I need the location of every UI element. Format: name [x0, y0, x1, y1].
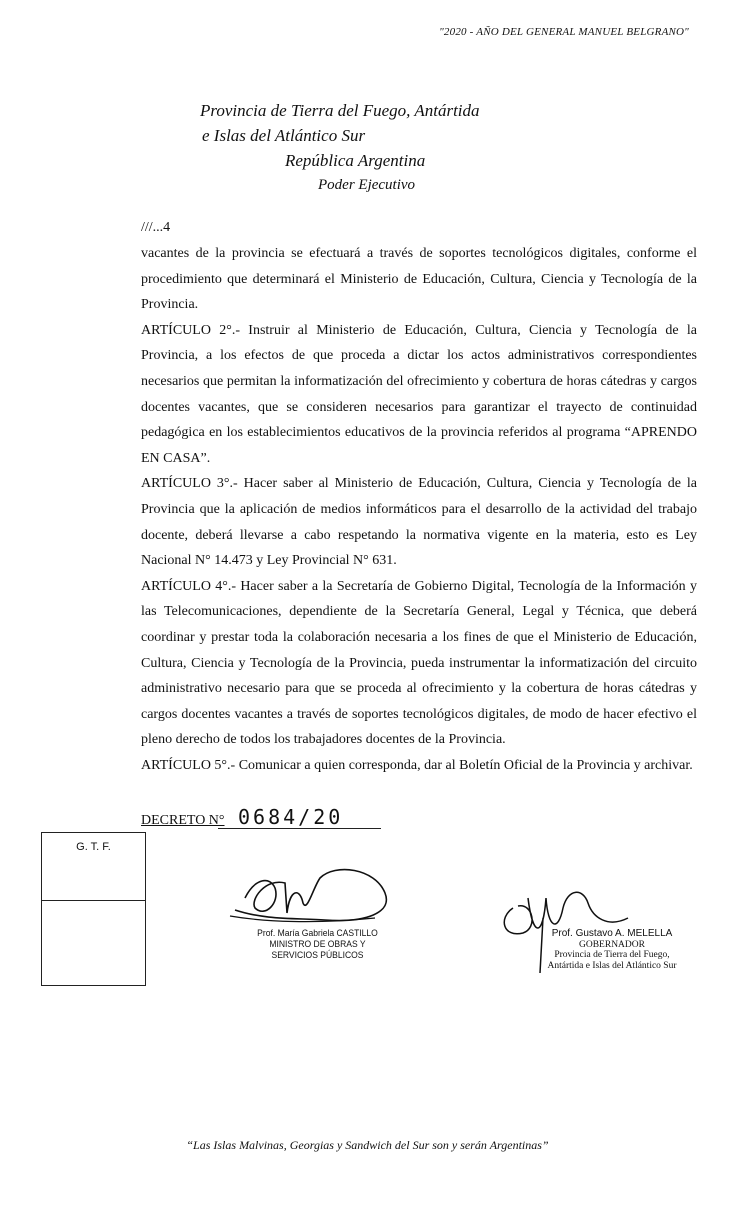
letterhead-country: República Argentina	[285, 151, 426, 170]
article-2: ARTÍCULO 2°.- Instruir al Ministerio de Educación, Cultura, Ciencia y Tecnología de la Provincia, a los efectos de que proceda a dictar los actos administrativos correspondientes necesarios que permitan la informatización del ofrecimiento y cobertura de horas cátedras y cargos docentes vacantes, que se consideren necesarios para garantizar el trayecto de continuidad pedagógica en los establecimientos educativos de la provincia referidos al programa “APRENDO EN CASA”.	[141, 322, 697, 466]
letterhead	[200, 98, 560, 198]
gtf-box	[41, 832, 146, 986]
signatory-castillo-title-2: SERVICIOS PÚBLICOS	[271, 950, 364, 961]
signatory-castillo-block	[250, 928, 385, 961]
signatory-melella-block	[542, 929, 682, 971]
signatory-melella-title: GOBERNADOR	[579, 939, 645, 950]
letterhead-islands: e Islas del Atlántico Sur	[202, 126, 366, 145]
decree-number-line	[141, 805, 343, 829]
signatory-melella-name: Prof. Gustavo A. MELELLA	[551, 928, 673, 939]
paragraph-continuation: vacantes de la provincia se efectuará a través de soportes tecnológicos digitales, conforme el procedimiento que determinará el Ministerio de Educación, Cultura, Ciencia y Tecnología de la Provincia.	[141, 246, 697, 313]
decree-underline	[218, 828, 381, 829]
year-banner: "2020 - AÑO DEL GENERAL MANUEL BELGRANO"	[439, 26, 689, 38]
gtf-label: G. T. F.	[42, 833, 145, 901]
decree-number: 0684/20	[238, 805, 344, 829]
page-continuation-marker: ///...4	[141, 220, 171, 235]
article-5: ARTÍCULO 5°.- Comunicar a quien corresponda, dar al Boletín Oficial de la Provincia y archivar.	[141, 757, 693, 773]
signatory-melella-jurisdiction-2: Antártida e Islas del Atlántico Sur	[547, 960, 677, 971]
signatory-castillo-title-1: MINISTRO DE OBRAS Y	[269, 939, 366, 950]
signature-castillo-icon	[225, 858, 395, 933]
signatory-castillo-name: Prof. María Gabriela CASTILLO	[257, 928, 378, 939]
letterhead-province: Provincia de Tierra del Fuego, Antártida	[200, 101, 480, 120]
letterhead-branch: Poder Ejecutivo	[318, 177, 416, 193]
decree-body	[141, 241, 697, 778]
decree-label: DECRETO N°	[141, 813, 225, 828]
article-3: ARTÍCULO 3°.- Hacer saber al Ministerio de Educación, Cultura, Ciencia y Tecnología de la Provincia que la aplicación de medios informáticos para el desarrollo de la actividad del trabajo docente, deberá llevarse a cabo respetando la normativa vigente en la materia, esto es Ley Nacional N° 14.473 y Ley Provincial N° 631.	[141, 476, 697, 569]
article-4: ARTÍCULO 4°.- Hacer saber a la Secretaría de Gobierno Digital, Tecnología de la Información y las Telecomunicaciones, dependiente de la Secretaría General, Legal y Técnica, que deberá coordinar y prestar toda la colaboración necesaria a los fines de que el Ministerio de Educación, Cultura, Ciencia y Tecnología de la Provincia, pueda instrumentar la informatización del circuito administrativo necesario para que se proceda al ofrecimiento y la cobertura de horas cátedras y cargos docentes vacantes a través de soportes tecnológicos digitales, de modo de hacer efectivo el pleno derecho de todos los trabajadores docentes de la Provincia.	[141, 578, 697, 748]
footer-motto: “Las Islas Malvinas, Georgias y Sandwich del Sur son y serán Argentinas”	[186, 1138, 549, 1152]
signatory-melella-jurisdiction-1: Provincia de Tierra del Fuego,	[554, 950, 670, 960]
